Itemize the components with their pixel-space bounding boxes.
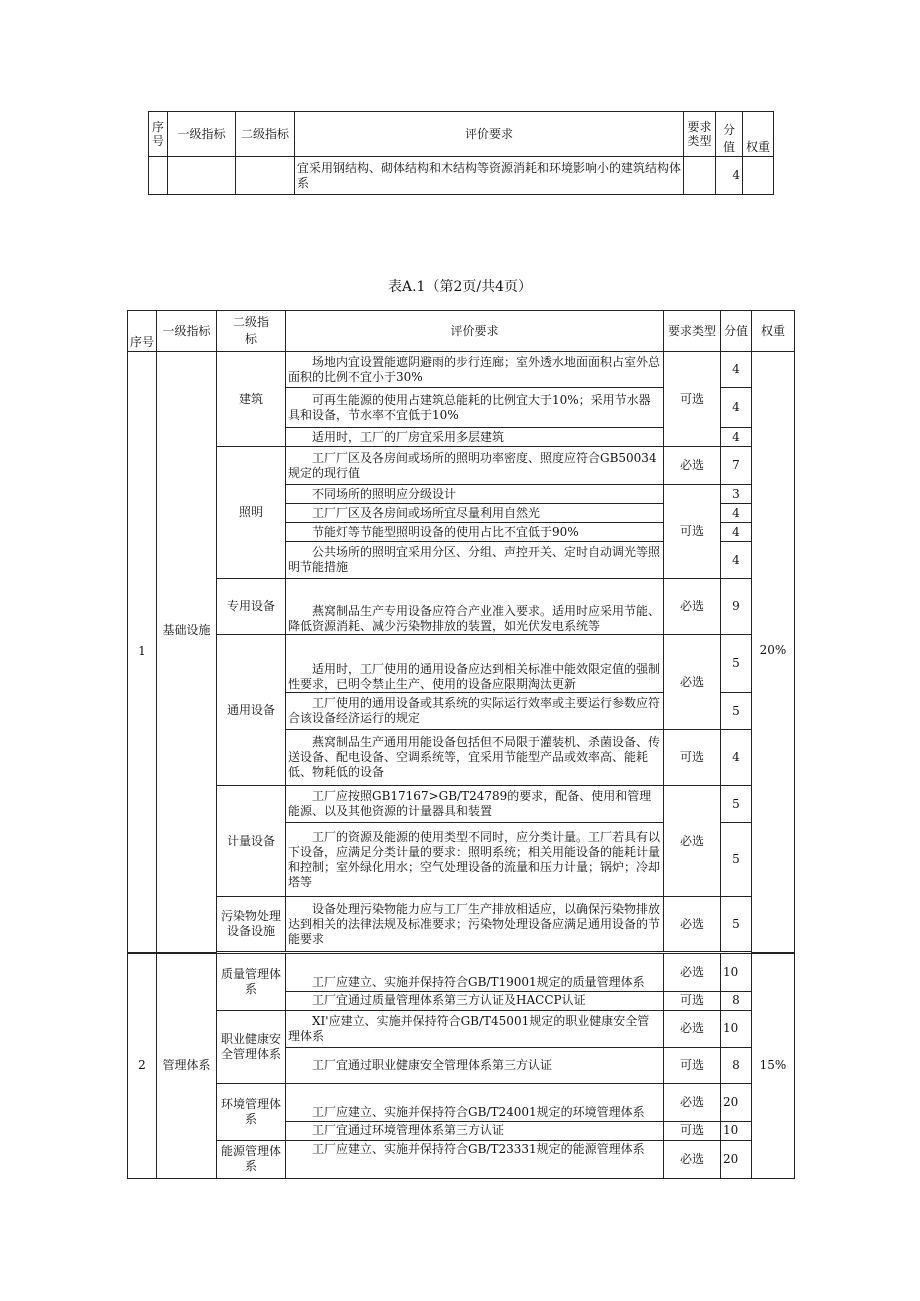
req-text: 适用时，工厂的厂房宜采用多层建筑	[286, 428, 664, 447]
score-cell: 4	[721, 388, 752, 428]
score-cell: 3	[721, 485, 752, 504]
table-caption: 表A.1（第2页/共4页）	[388, 279, 532, 295]
group-l1: 管理体系	[157, 953, 217, 1178]
sub-name: 通用设备	[217, 635, 286, 786]
table-row	[128, 579, 795, 635]
header-weight: 权重	[743, 112, 774, 157]
score-cell: 4	[721, 542, 752, 579]
req-text: 工厂应建立、实施并保持符合GB/T24001规定的环境管理体系	[286, 1083, 664, 1121]
group-weight: 15%	[752, 953, 795, 1178]
score-cell: 4	[716, 157, 743, 195]
type-cell: 可选	[664, 991, 721, 1010]
req-text: 燕窝制品生产通用用能设备包括但不局限于灌装机、杀菌设备、传送设备、配电设备、空调系统等，宜采用节能型产品或效率高、能耗低、物耗低的设备	[286, 730, 664, 786]
sub-name: 计量设备	[217, 786, 286, 897]
req-text: 工厂使用的通用设备或其系统的实际运行效率或主要运行参数应符合该设备经济运行的规定	[286, 693, 664, 730]
header-seq: 序号	[128, 311, 157, 352]
header-l1: 一级指标	[157, 311, 217, 352]
table-row	[128, 897, 795, 952]
type-cell: 必选	[664, 579, 721, 635]
sub-name: 照明	[217, 447, 286, 579]
sub-name: 污染物处理设备设施	[217, 897, 286, 952]
table-row	[128, 1083, 795, 1121]
sub-name: 专用设备	[217, 579, 286, 635]
header-score: 分值	[716, 112, 743, 157]
req-text: 宜采用钢结构、砌体结构和木结构等资源消耗和环境影响小的建筑结构体系	[295, 157, 684, 195]
type-cell: 必选	[664, 786, 721, 897]
type-cell: 必选	[664, 1010, 721, 1047]
sub-name: 职业健康安全管理体系	[217, 1010, 286, 1083]
table-row	[128, 635, 795, 693]
score-cell: 10	[721, 953, 752, 991]
req-text: 工厂应按照GB17167>GB/T24789的要求，配备、使用和管理能源、以及其他资源的计量器具和装置	[286, 786, 664, 823]
req-text: 工厂厂区及各房间或场所的照明功率密度、照度应符合GB50034规定的现行值	[286, 447, 664, 485]
header-req: 评价要求	[295, 112, 684, 157]
type-cell: 可选	[664, 1121, 721, 1140]
header-l2: 二级指 标	[217, 311, 286, 352]
type-cell: 必选	[664, 635, 721, 730]
score-cell: 20	[721, 1083, 752, 1121]
table-row	[128, 447, 795, 485]
score-cell: 20	[721, 1140, 752, 1178]
score-cell: 4	[721, 730, 752, 786]
req-text: XI'应建立、实施并保持符合GB/T45001规定的职业健康安全管理体系	[286, 1010, 664, 1047]
req-text: 场地内宜设置能遮阴避雨的步行连廊；室外透水地面面积占室外总面积的比例不宜小于30%	[286, 352, 664, 388]
score-cell: 10	[721, 1121, 752, 1140]
sub-name: 能源管理体系	[217, 1140, 286, 1178]
score-cell: 9	[721, 579, 752, 635]
table-row	[149, 157, 774, 195]
score-cell: 5	[721, 635, 752, 693]
table-header-row	[149, 112, 774, 157]
req-text: 可再生能源的使用占建筑总能耗的比例宜大于10%；采用节水器具和设备，节水率不宜低于10%	[286, 388, 664, 428]
req-text: 节能灯等节能型照明设备的使用占比不宜低于90%	[286, 523, 664, 542]
header-type: 要求类型	[664, 311, 721, 352]
evaluation-table	[127, 310, 795, 1179]
table-previous-continuation	[148, 111, 774, 195]
req-text: 工厂宜通过环境管理体系第三方认证	[286, 1121, 664, 1140]
score-cell: 10	[721, 1010, 752, 1047]
req-text: 工厂宜通过职业健康安全管理体系第三方认证	[286, 1047, 664, 1083]
group-weight: 20%	[752, 352, 795, 953]
req-text: 适用时，工厂使用的通用设备应达到相关标准中能效限定值的强制性要求，已明令禁止生产、使用的设备应限期淘汰更新	[286, 635, 664, 693]
header-weight: 权重	[752, 311, 795, 352]
req-text: 不同场所的照明应分级设计	[286, 485, 664, 504]
score-cell: 4	[721, 352, 752, 388]
req-text: 工厂的资源及能源的使用类型不同时，应分类计量。工厂若具有以下设备，应满足分类计量的要求：照明系统；相关用能设备的能耗计量和控制；室外绿化用水；空气处理设备的流量和压力计量；锅炉；冷却塔等	[286, 823, 664, 897]
header-l1: 一级指标	[168, 112, 236, 157]
score-cell: 8	[721, 1047, 752, 1083]
header-type: 要求 类型	[684, 112, 716, 157]
req-text: 公共场所的照明宜采用分区、分组、声控开关、定时自动调光等照明节能措施	[286, 542, 664, 579]
group-seq: 1	[128, 352, 157, 953]
table-row	[128, 352, 795, 388]
table-row	[128, 786, 795, 823]
type-cell: 可选	[664, 730, 721, 786]
score-cell: 5	[721, 897, 752, 952]
score-cell: 8	[721, 991, 752, 1010]
table-row	[128, 953, 795, 991]
sub-name: 环境管理体系	[217, 1083, 286, 1140]
score-cell: 4	[721, 428, 752, 447]
req-text: 工厂宜通过质量管理体系第三方认证及HACCP认证	[286, 991, 664, 1010]
score-cell: 5	[721, 693, 752, 730]
header-score: 分值	[721, 311, 752, 352]
type-cell: 可选	[664, 485, 721, 579]
table-row	[128, 1010, 795, 1047]
type-cell: 必选	[664, 447, 721, 485]
score-cell: 4	[721, 523, 752, 542]
type-cell: 可选	[664, 352, 721, 447]
score-cell: 5	[721, 823, 752, 897]
req-text: 工厂应建立、实施并保持符合GB/T19001规定的质量管理体系	[286, 953, 664, 991]
table-header-row	[128, 311, 795, 352]
type-cell: 必选	[664, 897, 721, 952]
type-cell: 必选	[664, 953, 721, 991]
req-text: 工厂应建立、实施并保持符合GB/T23331规定的能源管理体系	[286, 1140, 664, 1178]
score-cell: 4	[721, 504, 752, 523]
header-req: 评价要求	[286, 311, 664, 352]
type-cell: 必选	[664, 1140, 721, 1178]
group-l1: 基础设施	[157, 352, 217, 953]
sub-name: 建筑	[217, 352, 286, 447]
req-text: 燕窝制品生产专用设备应符合产业准入要求。适用时应采用节能、降低资源消耗、减少污染物排放的装置，如光伏发电系统等	[286, 579, 664, 635]
type-cell: 可选	[664, 1047, 721, 1083]
header-seq: 序 号	[149, 112, 168, 157]
req-text: 工厂厂区及各房间或场所宜尽量利用自然光	[286, 504, 664, 523]
score-cell: 5	[721, 786, 752, 823]
header-l2: 二级指标	[236, 112, 295, 157]
req-text: 设备处理污染物能力应与工厂生产排放相适应，以确保污染物排放达到相关的法律法规及标准要求；污染物处理设备应满足通用设备的节能要求	[286, 897, 664, 952]
type-cell: 必选	[664, 1083, 721, 1121]
group-seq: 2	[128, 953, 157, 1178]
table-row	[128, 1140, 795, 1178]
score-cell: 7	[721, 447, 752, 485]
sub-name: 质量管理体系	[217, 953, 286, 1010]
